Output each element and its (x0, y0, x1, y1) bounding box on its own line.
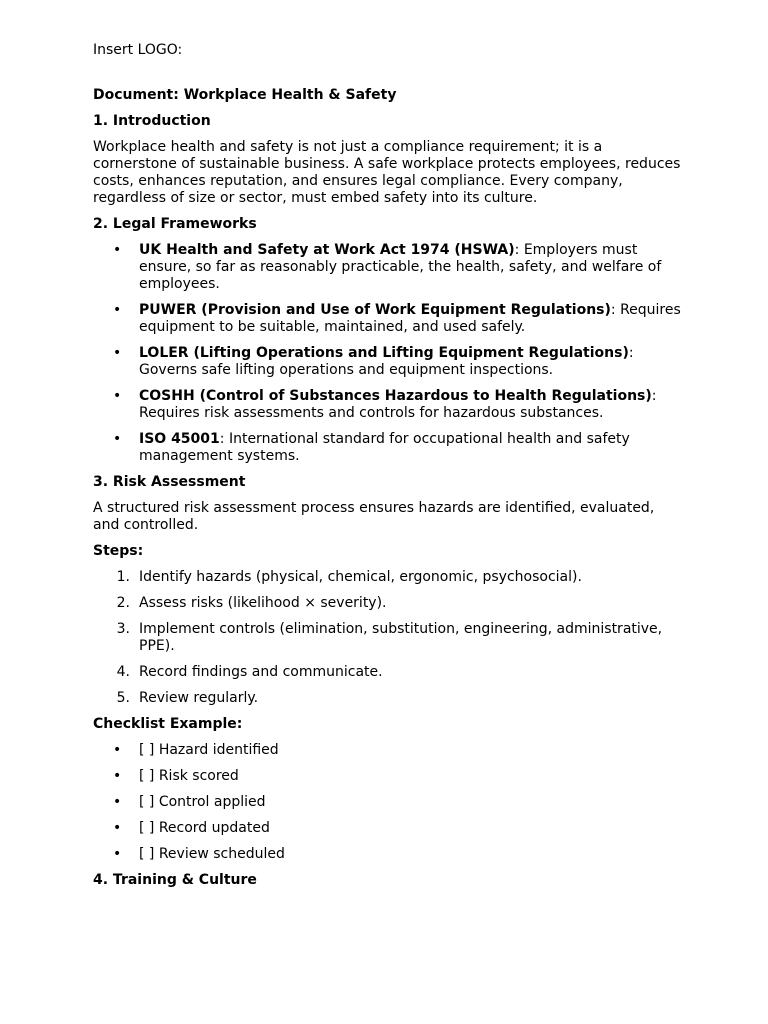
step-number: 5. (116, 690, 130, 706)
list-item (93, 569, 683, 586)
framework-term: LOLER (Lifting Operations and Lifting Equipment Regulations) (139, 345, 629, 361)
framework-description: : Governs safe lifting operations and equipment inspections. (139, 345, 634, 378)
checklist-list (93, 742, 683, 863)
framework-description: : Requires equipment to be suitable, maintained, and used safely. (139, 302, 681, 335)
bullet-icon: • (113, 846, 122, 862)
step-number: 4. (116, 664, 130, 680)
checklist-item-text: [ ] Review scheduled (139, 846, 285, 862)
list-item (93, 768, 683, 785)
section-heading-training-culture: 4. Training & Culture (93, 872, 257, 888)
checklist-item-text: [ ] Hazard identified (139, 742, 279, 758)
checklist-heading: Checklist Example: (93, 716, 243, 732)
framework-description: : Requires risk assessments and controls for hazardous substances. (139, 388, 657, 421)
list-item (93, 820, 683, 837)
step-number: 3. (116, 621, 130, 637)
step-text: Implement controls (elimination, substitution, engineering, administrative, PPE). (139, 621, 663, 654)
list-item (93, 595, 683, 612)
checklist-item-text: [ ] Record updated (139, 820, 270, 836)
bullet-icon: • (113, 345, 122, 361)
section-heading-legal-frameworks: 2. Legal Frameworks (93, 216, 257, 232)
list-item (93, 794, 683, 811)
document-page (93, 42, 683, 898)
framework-term: PUWER (Provision and Use of Work Equipment Regulations) (139, 302, 611, 318)
bullet-icon: • (113, 768, 122, 784)
framework-description: : Employers must ensure, so far as reasonably practicable, the health, safety, and welfare of employees. (139, 242, 662, 292)
step-text: Record findings and communicate. (139, 664, 383, 680)
list-item (93, 345, 683, 379)
checklist-item-text: [ ] Control applied (139, 794, 266, 810)
framework-term: UK Health and Safety at Work Act 1974 (HSWA) (139, 242, 515, 258)
list-item (93, 690, 683, 707)
introduction-paragraph: Workplace health and safety is not just a compliance requirement; it is a cornerstone of sustainable business. A safe workplace protects employees, reduces costs, enhances reputation, and ensures legal compliance. Every company, regardless of size or sector, must embed safety into its culture. (93, 139, 681, 206)
bullet-icon: • (113, 820, 122, 836)
logo-placeholder: Insert LOGO: (93, 42, 183, 58)
framework-term: ISO 45001 (139, 431, 220, 447)
list-item (93, 431, 683, 465)
list-item (93, 621, 683, 655)
steps-heading: Steps: (93, 543, 144, 559)
list-item (93, 242, 683, 293)
list-item (93, 846, 683, 863)
section-heading-introduction: 1. Introduction (93, 113, 211, 129)
step-number: 2. (116, 595, 130, 611)
step-number: 1. (116, 569, 130, 585)
section-heading-risk-assessment: 3. Risk Assessment (93, 474, 246, 490)
steps-list (93, 569, 683, 707)
bullet-icon: • (113, 431, 122, 447)
step-text: Review regularly. (139, 690, 259, 706)
list-item (93, 388, 683, 422)
framework-description: : International standard for occupational health and safety management systems. (139, 431, 630, 464)
bullet-icon: • (113, 794, 122, 810)
bullet-icon: • (113, 742, 122, 758)
legal-frameworks-list (93, 242, 683, 465)
step-text: Assess risks (likelihood × severity). (139, 595, 387, 611)
document-title: Document: Workplace Health & Safety (93, 87, 397, 103)
bullet-icon: • (113, 302, 122, 318)
step-text: Identify hazards (physical, chemical, ergonomic, psychosocial). (139, 569, 582, 585)
bullet-icon: • (113, 388, 122, 404)
framework-term: COSHH (Control of Substances Hazardous to Health Regulations) (139, 388, 652, 404)
checklist-item-text: [ ] Risk scored (139, 768, 239, 784)
bullet-icon: • (113, 242, 122, 258)
list-item (93, 302, 683, 336)
list-item (93, 742, 683, 759)
list-item (93, 664, 683, 681)
risk-assessment-paragraph: A structured risk assessment process ensures hazards are identified, evaluated, and controlled. (93, 500, 655, 533)
